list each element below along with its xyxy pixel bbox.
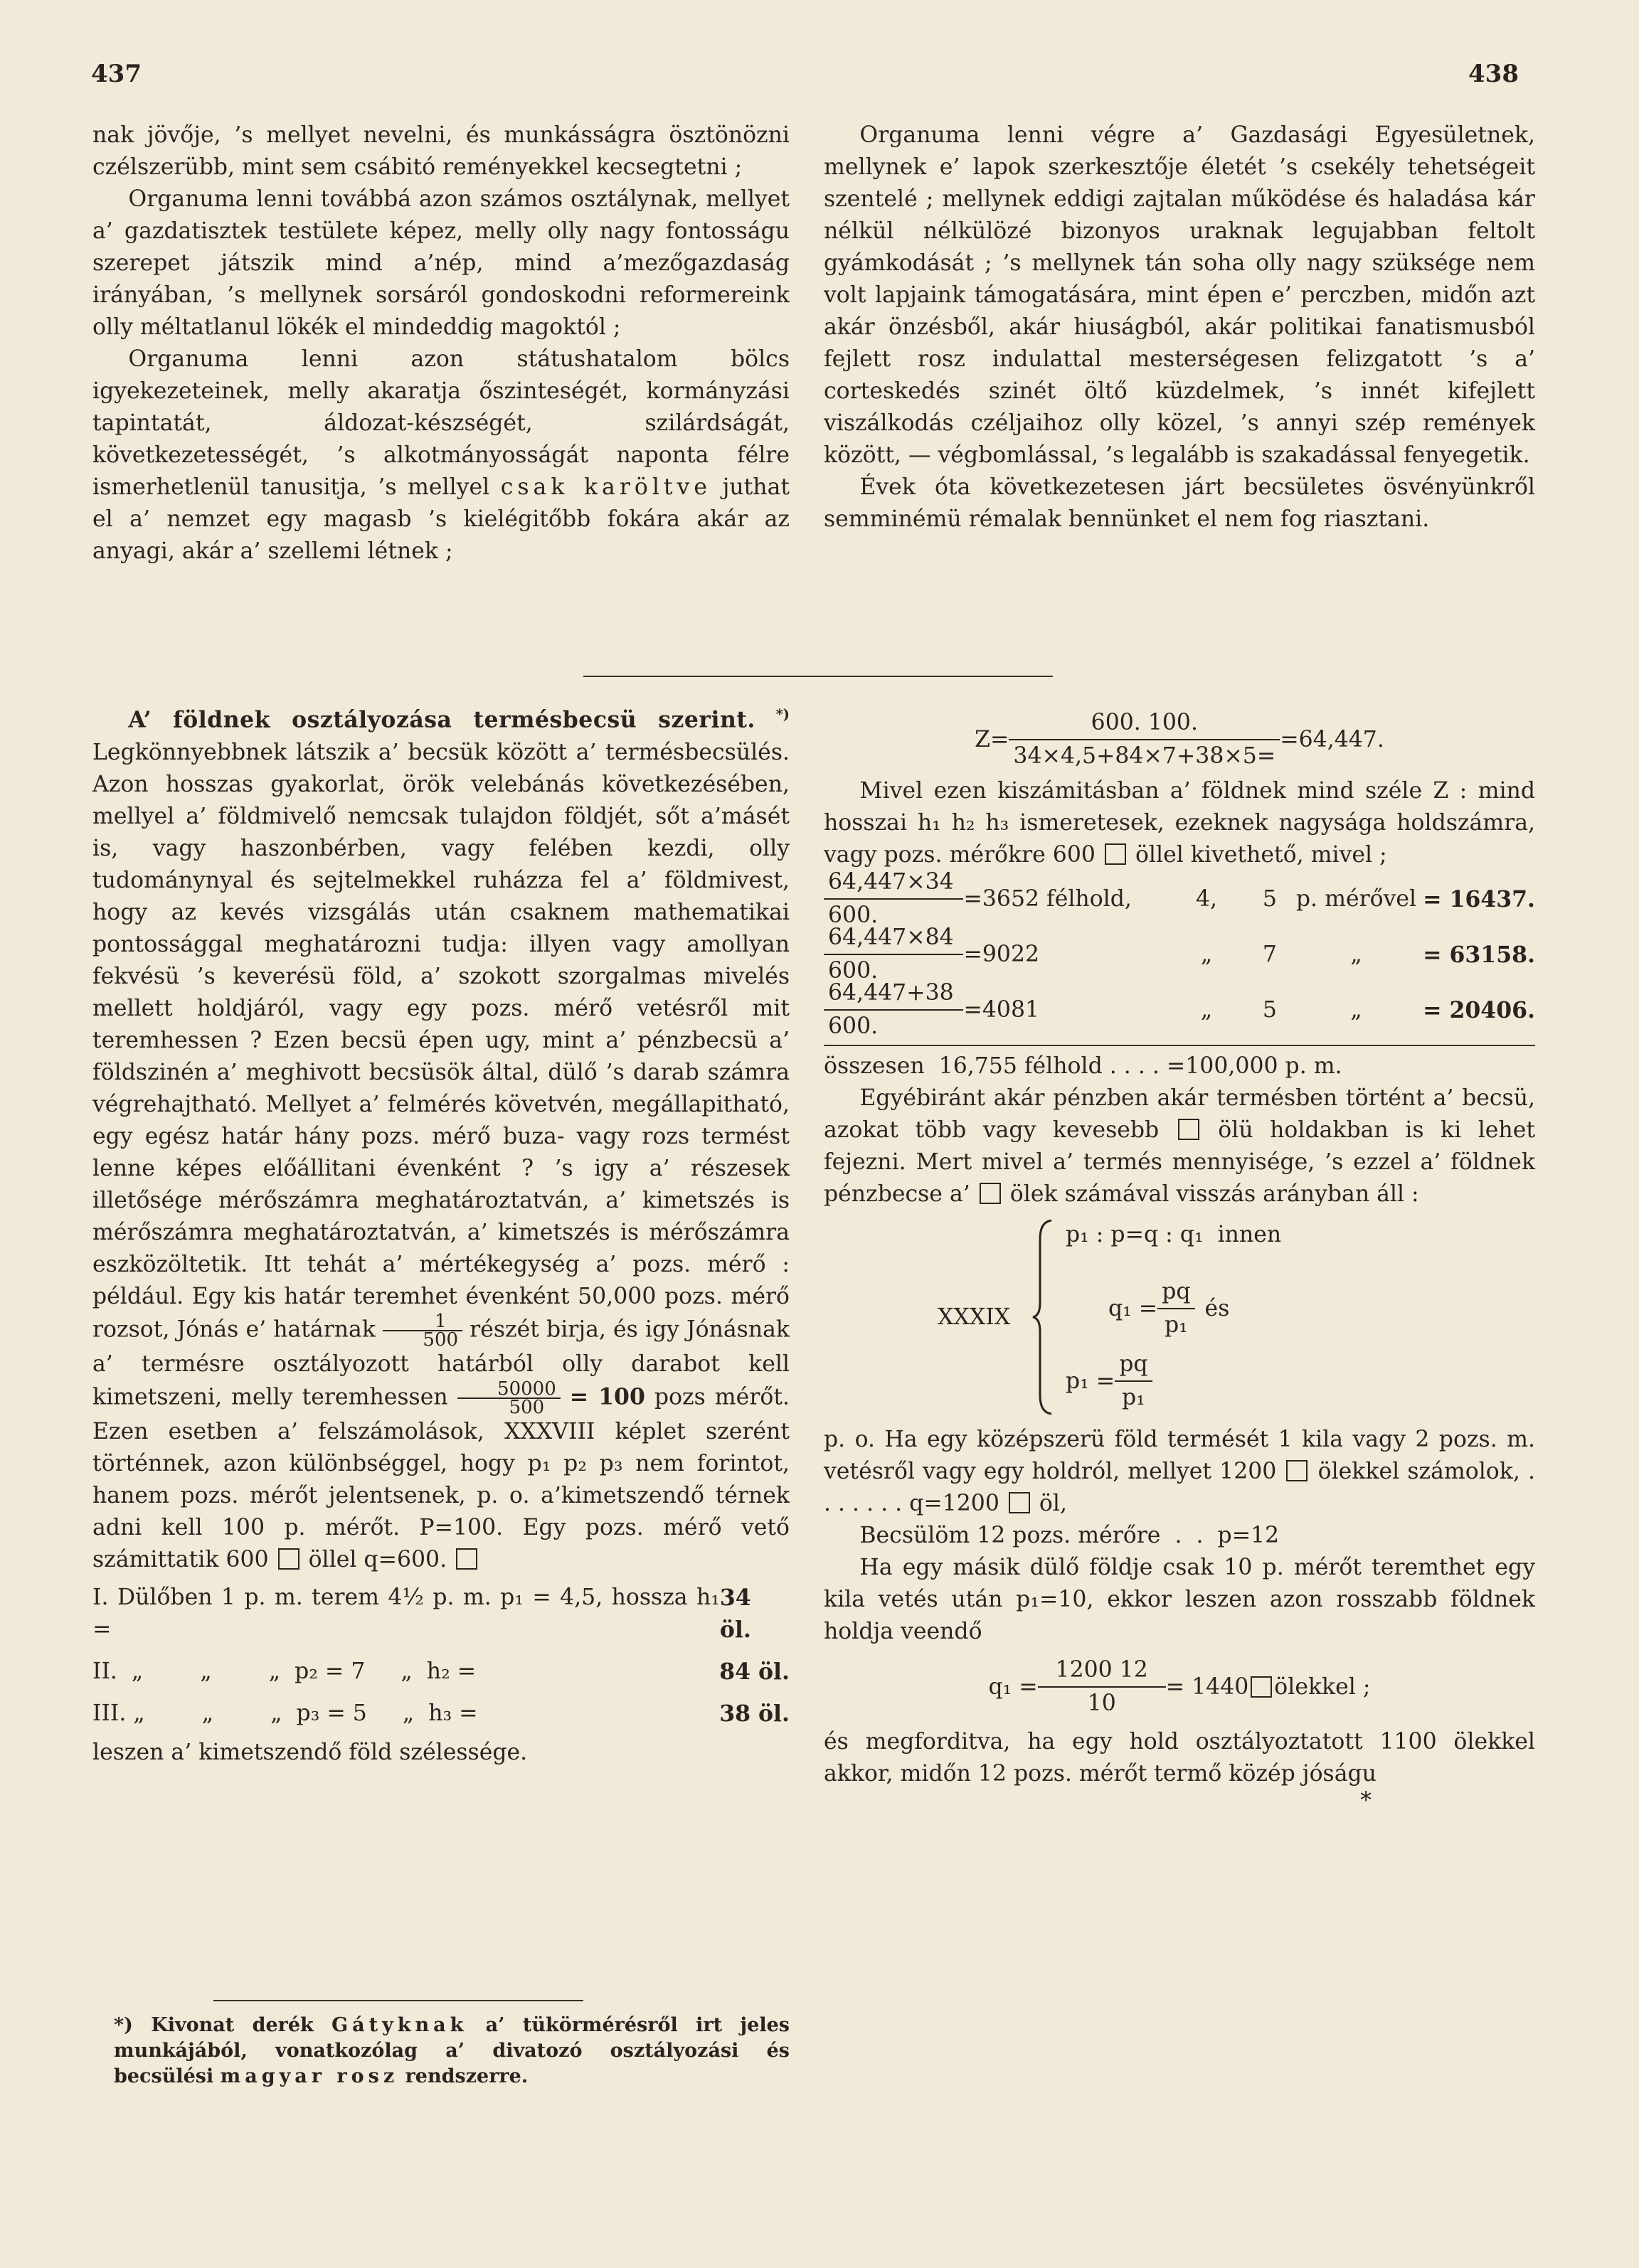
square-symbol-icon [1178,1119,1199,1140]
row-label: I. Dülőben 1 p. m. terem 4½ p. m. p₁ = 4,5, hossza h₁ = [92,1584,720,1642]
formula-line: p₁ = $\frac{pq}{\text{p₁}}$ [1066,1348,1152,1414]
square-symbol-icon [1009,1492,1030,1513]
paragraph: Egyébiránt akár pénzben akár termésben történt a’ becsü, azokat több vagy kevesebb ölü holdakban is ki lehet fejezni. Mert mivel a’ termés mennyisége, ’s ezzel a’ földnek pénzbecse a’ ölek számával visszás arányban áll : [824,1085,1536,1207]
paragraph: nak jövője, ’s mellyet nevelni, és munkásságra ösztönözni czélszerübb, mint sem csábitó reményekkel kecsegtetni ; [92,122,790,180]
paragraph: p. o. Ha egy középszerü föld termését 1 kila vagy 2 pozs. m. vetésről vagy egy holdról, mellyet 1200 ölekkel számolok, . . . . . . . q=1200 öl, [824,1427,1535,1516]
signature-star: * [1360,1788,1372,1814]
data-row [92,1698,790,1730]
footnote [114,2013,790,2089]
paragraph: Becsülöm 12 pozs. mérőre . . p=12 [859,1523,1280,1548]
row-value: 84 öl. [719,1658,790,1685]
paragraph: Organuma lenni továbbá azon számos osztálynak, mellyet a’ gazdatisztek testülete képez, melly olly nagy fontosságu szerepet játszik mind a’nép, mind a’mezőgazdaság irányában, ’s mellynek sorsáról gondoskodni reformereink olly méltatlanul lökék el mindeddig magoktól ; [92,186,790,340]
text: rendszerre. [405,2065,529,2087]
paragraph: leszen a’ kimetszendő föld szélessége. [92,1739,528,1765]
section-paragraph [92,698,790,1576]
square-symbol-icon [278,1548,299,1570]
paragraph: Évek óta következetesen járt becsületes ösvényünkről semminémü rémalak bennünket el nem fog riasztani. [824,474,1535,532]
square-symbol-icon [1286,1460,1308,1481]
calc-row: $\frac{64,447+38}{600.}$ =4081 „ 5 „ = 20406. [824,982,1535,1038]
row-value: 38 öl. [719,1700,790,1727]
z-equation [824,704,1535,775]
z-label: Z= [975,726,1009,752]
fraction: $\frac{64,447\times 84}{600.}$ [824,922,963,987]
text: juthat el a’ nemzet egy magasb ’s kielégitőbb fokára akár az anyagi, akár a’ szellemi létnek ; [92,474,790,564]
paragraph: Ha egy másik dülő földje csak 10 p. mérőt teremthet egy kila vetés után p₁=10, ekkor leszen azon rosszabb földnek holdja veendő [824,1555,1535,1644]
left-section-column [92,698,790,1769]
paragraph [92,344,790,568]
paragraph: Mivel ezen kiszámitásban a’ földnek mind széle Z : mind hosszai h₁ h₂ h₃ ismeretesek, ezeknek nagysága holdszámra, vagy pozs. mérőkre 600 öllel kivethető, mivel ; [824,778,1535,868]
left-top-column [92,119,790,568]
fraction: $\frac{64,447+38}{600.}$ [824,977,963,1043]
text: Kivonat derék [151,2014,314,2036]
square-symbol-icon [456,1548,477,1570]
data-row [92,1656,790,1688]
square-symbol-icon [980,1183,1001,1204]
text: öllel q=600. [308,1546,447,1572]
paragraph: és megforditva, ha egy hold osztályoztatott 1100 ölekkel akkor, midőn 12 pozs. mérőt termő közép jóságu [824,1729,1535,1787]
spaced-text: magyar rosz [220,2065,399,2087]
sum-rule [824,1045,1535,1046]
square-symbol-icon [1105,843,1126,865]
square-symbol-icon [1251,1676,1272,1698]
fraction: $\frac{1}{500}$ [383,1313,462,1348]
footnote-marker: *) [775,706,790,723]
spaced-text: Gátyknak [331,2014,468,2036]
footnote-marker: *) [114,2014,133,2036]
sum-line: összesen 16,755 félhold . . . . =100,000 p. m. [824,1053,1342,1079]
formula-block [824,1210,1535,1424]
roman-numeral: XXXIX [938,1304,1011,1330]
spaced-text: csak karöltve [500,474,712,500]
paragraph: Organuma lenni végre a’ Gazdasági Egyesületnek, mellynek e’ lapok szerkesztője életét ’s csekély tehetségeit szentelé ; mellynek eddigi zajtalan működése és haladása kár nélkül nélkülözé bizonyos uraknak legujabban feltolt gyámkodását ; ’s mellynek tán soha olly nagy szüksége nem volt lapjaink támogatására, mint épen e’ perczben, midőn azt akár önzésből, akár hiuságból, akár politikai fanatismusból fejlett rosz indulattal mesterségesen felizgatott ’s a’ corteskedés szinét öltő küzdelmek, ’s innét kifejlett viszálkodás czéljaihoz olly közel, ’s annyi szép remények között, — végbomlással, ’s legalább is szakadással fenyegetik. [824,122,1535,468]
fraction: $\frac{50000}{500}$ [457,1380,561,1416]
text: Legkönnyebbnek látszik a’ becsük között a’ termésbecsülés. [92,739,790,765]
data-row [92,1582,790,1646]
right-section-column [824,704,1536,1814]
text: részét birja, és igy Jónásnak a’ termésre osztályozott határból olly darabot kell kimetszeni, melly teremhessen [92,1316,790,1410]
formula-line: q₁ = $\frac{pq}{\text{p₁}}$ és [1108,1276,1229,1341]
text: Azon hosszas gyakorlat, örök velebánás következésében, mellyel a’ földmivelő nemcsak tulajdon földjét, sőt a’másét is, vagy haszonbérben, vagy felében kezdi, olly tudománynyal és sejtelmekkel ruházza fel a’ földmivest, hogy az kevés vizsgálás után csaknem mathematikai pontossággal meghatározni tudja: illyen vagy amollyan fekvésü ’s keverésü föld, a’ szokott szorgalmas mivelés mellett holdjáról, vagy egy pozs. mérő vetésről mit teremhessen ? Ezen becsü épen ugy, mint a’ pénzbecsü a’ földszinén a’ meghivott becsüsök által, dülő ’s darab számra végrehajtható. Mellyet a’ felmérés követvén, megállapitható, egy egész határ hány pozs. mérő buza- vagy rozs termést lenne képes előállitani évenként ? ’s igy a’ részesek illetősége mérőszámra meghatároztatván, a’ kimetszés is mérőszámra meghatároztatván, a’ kimetszés is mérőszámra eszközöltetik. Itt tehát a’ mértékegység a’ pozs. mérő : például. Egy kis határ teremhet évenként 50,000 pozs. mérő rozsot, Jónás e’ határnak [92,771,790,1342]
row-label: II. „ „ „ p₂ = 7 „ h₂ = [92,1658,477,1684]
page-number-left: 437 [91,60,142,88]
right-top-column [824,119,1535,536]
text: = 100 [569,1383,645,1410]
section-divider [583,676,1053,677]
calc-row: $\frac{64,447\times 84}{600.}$ =9022 „ 7 „ = 63158. [824,927,1535,982]
calc-row: $\frac{64,447\times 34}{600.}$ =3652 félhold, 4, 5 p. mérővel = 16437. [824,871,1535,927]
row-label: III. „ „ „ p₃ = 5 „ h₃ = [92,1700,478,1726]
page-number-right: 438 [1468,60,1519,88]
fraction: $\frac{600. 100.}{34\times 4,5+84\times 7+38\times 5=}$ [1009,707,1280,772]
row-value: 34 öl. [719,1584,751,1643]
text: pozs mérőt. Ezen esetben a’ felszámolások, XXXVIII képlet szerént történnek, azon különbséggel, hogy p₁ p₂ p₃ nem forintot, hanem pozs. mérőt jelentsenek, p. o. a’kimetszendő térnek adni kell 100 p. mérőt. P=100. Egy pozs. mérő vető számittatik 600 [92,1384,790,1572]
brace-icon [1030,1218,1059,1417]
fraction: $\frac{64,447\times 34}{600.}$ [824,866,963,932]
section-title: A’ földnek osztályozása termésbecsü szerint. [128,706,755,733]
q-equation: q₁ = $\frac{1200 12}{10}$ = 1440 ölekkel ; [824,1648,1535,1726]
z-result: =64,447. [1280,726,1384,752]
text: a’ tükörmérésről irt jeles munkájából, vonatkozólag a’ divatozó osztályozási és becsülési [114,2014,790,2087]
footnote-rule [213,2000,583,2001]
formula-line: p₁ : p=q : q₁ innen [1066,1222,1282,1247]
text: Organuma lenni azon státushatalom bölcs igyekezeteinek, melly akaratja őszinteségét, kormányzási tapintatát, áldozat-készségét, szilárdságát, következetességét, ’s alkotmányosságát naponta félre ismerhetlenül tanusitja, ’s mellyel [92,346,790,500]
